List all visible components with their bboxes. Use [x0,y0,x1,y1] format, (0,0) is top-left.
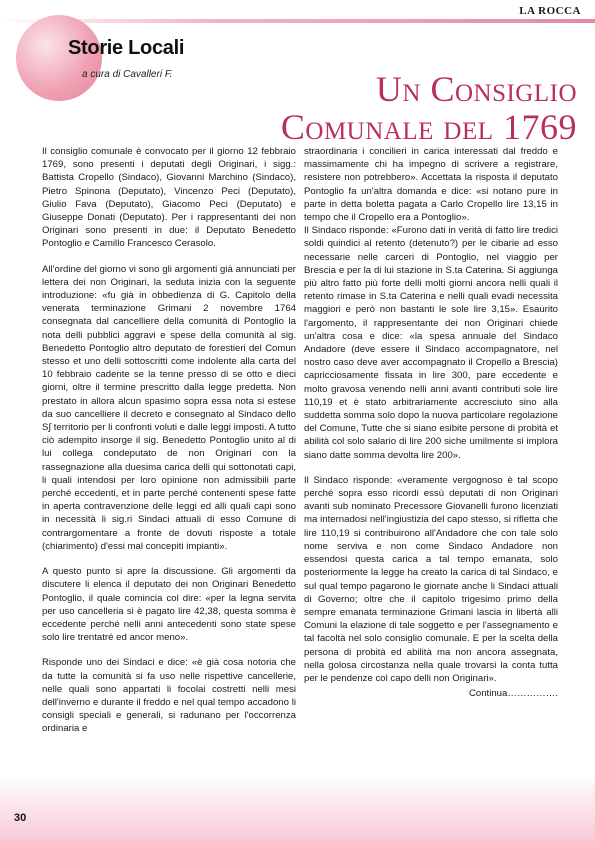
magazine-name: LA ROCCA [519,5,581,17]
paragraph: Il Sindaco risponde: «veramente vergognoso è tal scopo perché sopra esso ricordi essù deputati di non Originari avanti sub nominato Precessore Giovanelli furono licenziati ma internadosi nell'ingiustizia del capo stesso, si rifletta che lire 110,19 si contribuirono all'Andadore che con tale solo nome serviva e non come Sindaco Andadore non essendosi questa carica a tal tempo emanata, solo posteriormente la legge ha creato la carica di tal Sindaco, e sul qual tempo pagarono le giornate anche li Sindaci attuali di Governo; oltre che il capitolo trigesimo primo della sempre emanata terminazione Grimani lascia in libertà alli Comuni la elazione di tale soggetto e per l'assegnamento e tal facoltà nel solo consiglio comunale. E per la scelta della persona di probità ed abilità ma non ancora assegnata, nella golosa circostanza nella quale trovarsi la conta tutta per le pendenze col capo delli non Originari». [304,474,558,684]
paragraph: A questo punto si apre la discussione. Gli argomenti da discutere li elenca il deputato dei non Originari Benedetto Pontoglio, il quale comincia col dire: «per la legna servita per uso cancelleria si è pagato lire 42,38, questa somma è eccedente perché nelli anni antecedenti sono state spese solo lire trentatré ed ancor meno». [42,566,296,644]
section-title: Storie Locali [68,37,185,59]
article-column-left [42,145,296,736]
footer-band [0,775,595,841]
page-number: 30 [14,812,27,824]
headline-line-2: Comunale del 1769 [280,107,577,147]
author-byline: a cura di Cavalleri F. [82,69,173,80]
paragraph: Il Sindaco risponde: «Furono dati in verità di fatto lire tredici soldi quindici al retento (detenuto?) per le cibarie ad esso necessarie nelle carceri di Pontoglio, nel viaggio per Brescia e per la di lui stazione in S.ta Caterina. Si aggiunga più altro fatto più forte delli molti giorni ancora nelli quali il retento rimase in S.ta Caterina e nelli quali evadi necessita maggiori e però non bastanti le sole lire 3,15». Esaurito l'argomento, il rappresentante dei non Originari chiede un'altra cosa e dice: «la spesa annuale del Sindaco Andadore (deve essere il Sindaco accompagnatore, nel nostro caso deve aver accompagnato il Cropello a Brescia) capricciosamente fissata in lire 300, pare eccedente e molto gravosa venendo nelli anni avanti contributi sole lire 110,19 et è stato arbitrariamente accresciuto sino alla suddetta somma solo dopo la nuova particolare regolazione del Comune, Tutte che si siano esibite persone di probità et abilità col solo salario di lire 200 siche umilmente si implora siano datte somma devolta lire 200». [304,225,558,461]
paragraph: All'ordine del giorno vi sono gli argomenti già annunciati per lettera dei non Originari, la seduta inizia con la seguente introduzione: «fu già in obbedienza di G. Capitolo della venerata terminazione Grimani 2 novembre 1764 consegnata dal cancelliere della comunità di Pontoglio la nota delli pubblici aggravi e spese della comunità al sig. Benedetto Pontoglio altro deputato de forestieri del Comun stesso et uno delli sottoscritti come indolente alla carta del 10 febbraio cadente se la tenne presso di se otto e dieci giorni, oltre il termine prescritto dalla legge predetta. Non prestato in allora alcun spasimo sopra essa nota si estese da suo cancelliere il decreto e consegnato al Sindaco dello S∫ territorio per li confronti voluti e dalle leggi imposti. A tutto ciò adempito insorge il sig. Benedetto Pontoglio unito al di lui collega condeputato de non Originari con la rassegnazione alla duesima carica delli qui sottonotati capi, li quali intendosi per loro opinione non admissibili parte perché eccedenti, et in parte perché contenenti spese fatte in aperta contravenzione delle leggi ed alli quali capi sono in necessità li sig.ri Sindaci attuali di esso Comune di contrargomentare a fronte de dovuti risposte a totale (chiarimento) d'essi mal concepiti impianti». [42,263,296,552]
paragraph: straordinaria i concilieri in carica interessati dal freddo e massimamente chi ha impegno di scrivere a registrare, resistere non potrebbero». Accettata la risposta il deputato Pontoglio fa un'altra domanda e dice: «si notano pure in parte in detta boletta pagata a Carlo Cropello lire 13,15 in tempo che il Cropello era a Pontoglio». [304,146,558,224]
headline-line-1: Un Consiglio [375,69,577,109]
header-rule [0,19,595,23]
paragraph: Il consiglio comunale è convocato per il giorno 12 febbraio 1769, sono presenti i deputati degli Originari, i sigg.: Battista Cropello (Sindaco), Giovanni Marchino (Sindaco), Pietro Spinona (Deputato), Vincenzo Peci (Deputato), Giulio Fava (Deputato), Giacomo Peci (Deputato) e Giuseppe Donati (Deputato). Per i rappresentanti dei non Originari sono presenti in due: il Deputato Benedetto Pontoglio e Camillo Francesco Cerasolo. [42,146,296,250]
paragraph: Risponde uno dei Sindaci e dice: «è già cosa notoria che da tutte la comunità si fa uso nelle rispettive cancellerie, nelle quali sono appartati li focolai costretti nelli mesi dell'inverno e durante il freddo e nel qual tempo accadono li consigli speciali e generali, si radunano per l'occorrenza ordinaria e [42,657,296,735]
continued-note: Continua……………. [468,688,558,700]
article-column-right [304,145,558,712]
article-headline [281,70,577,146]
